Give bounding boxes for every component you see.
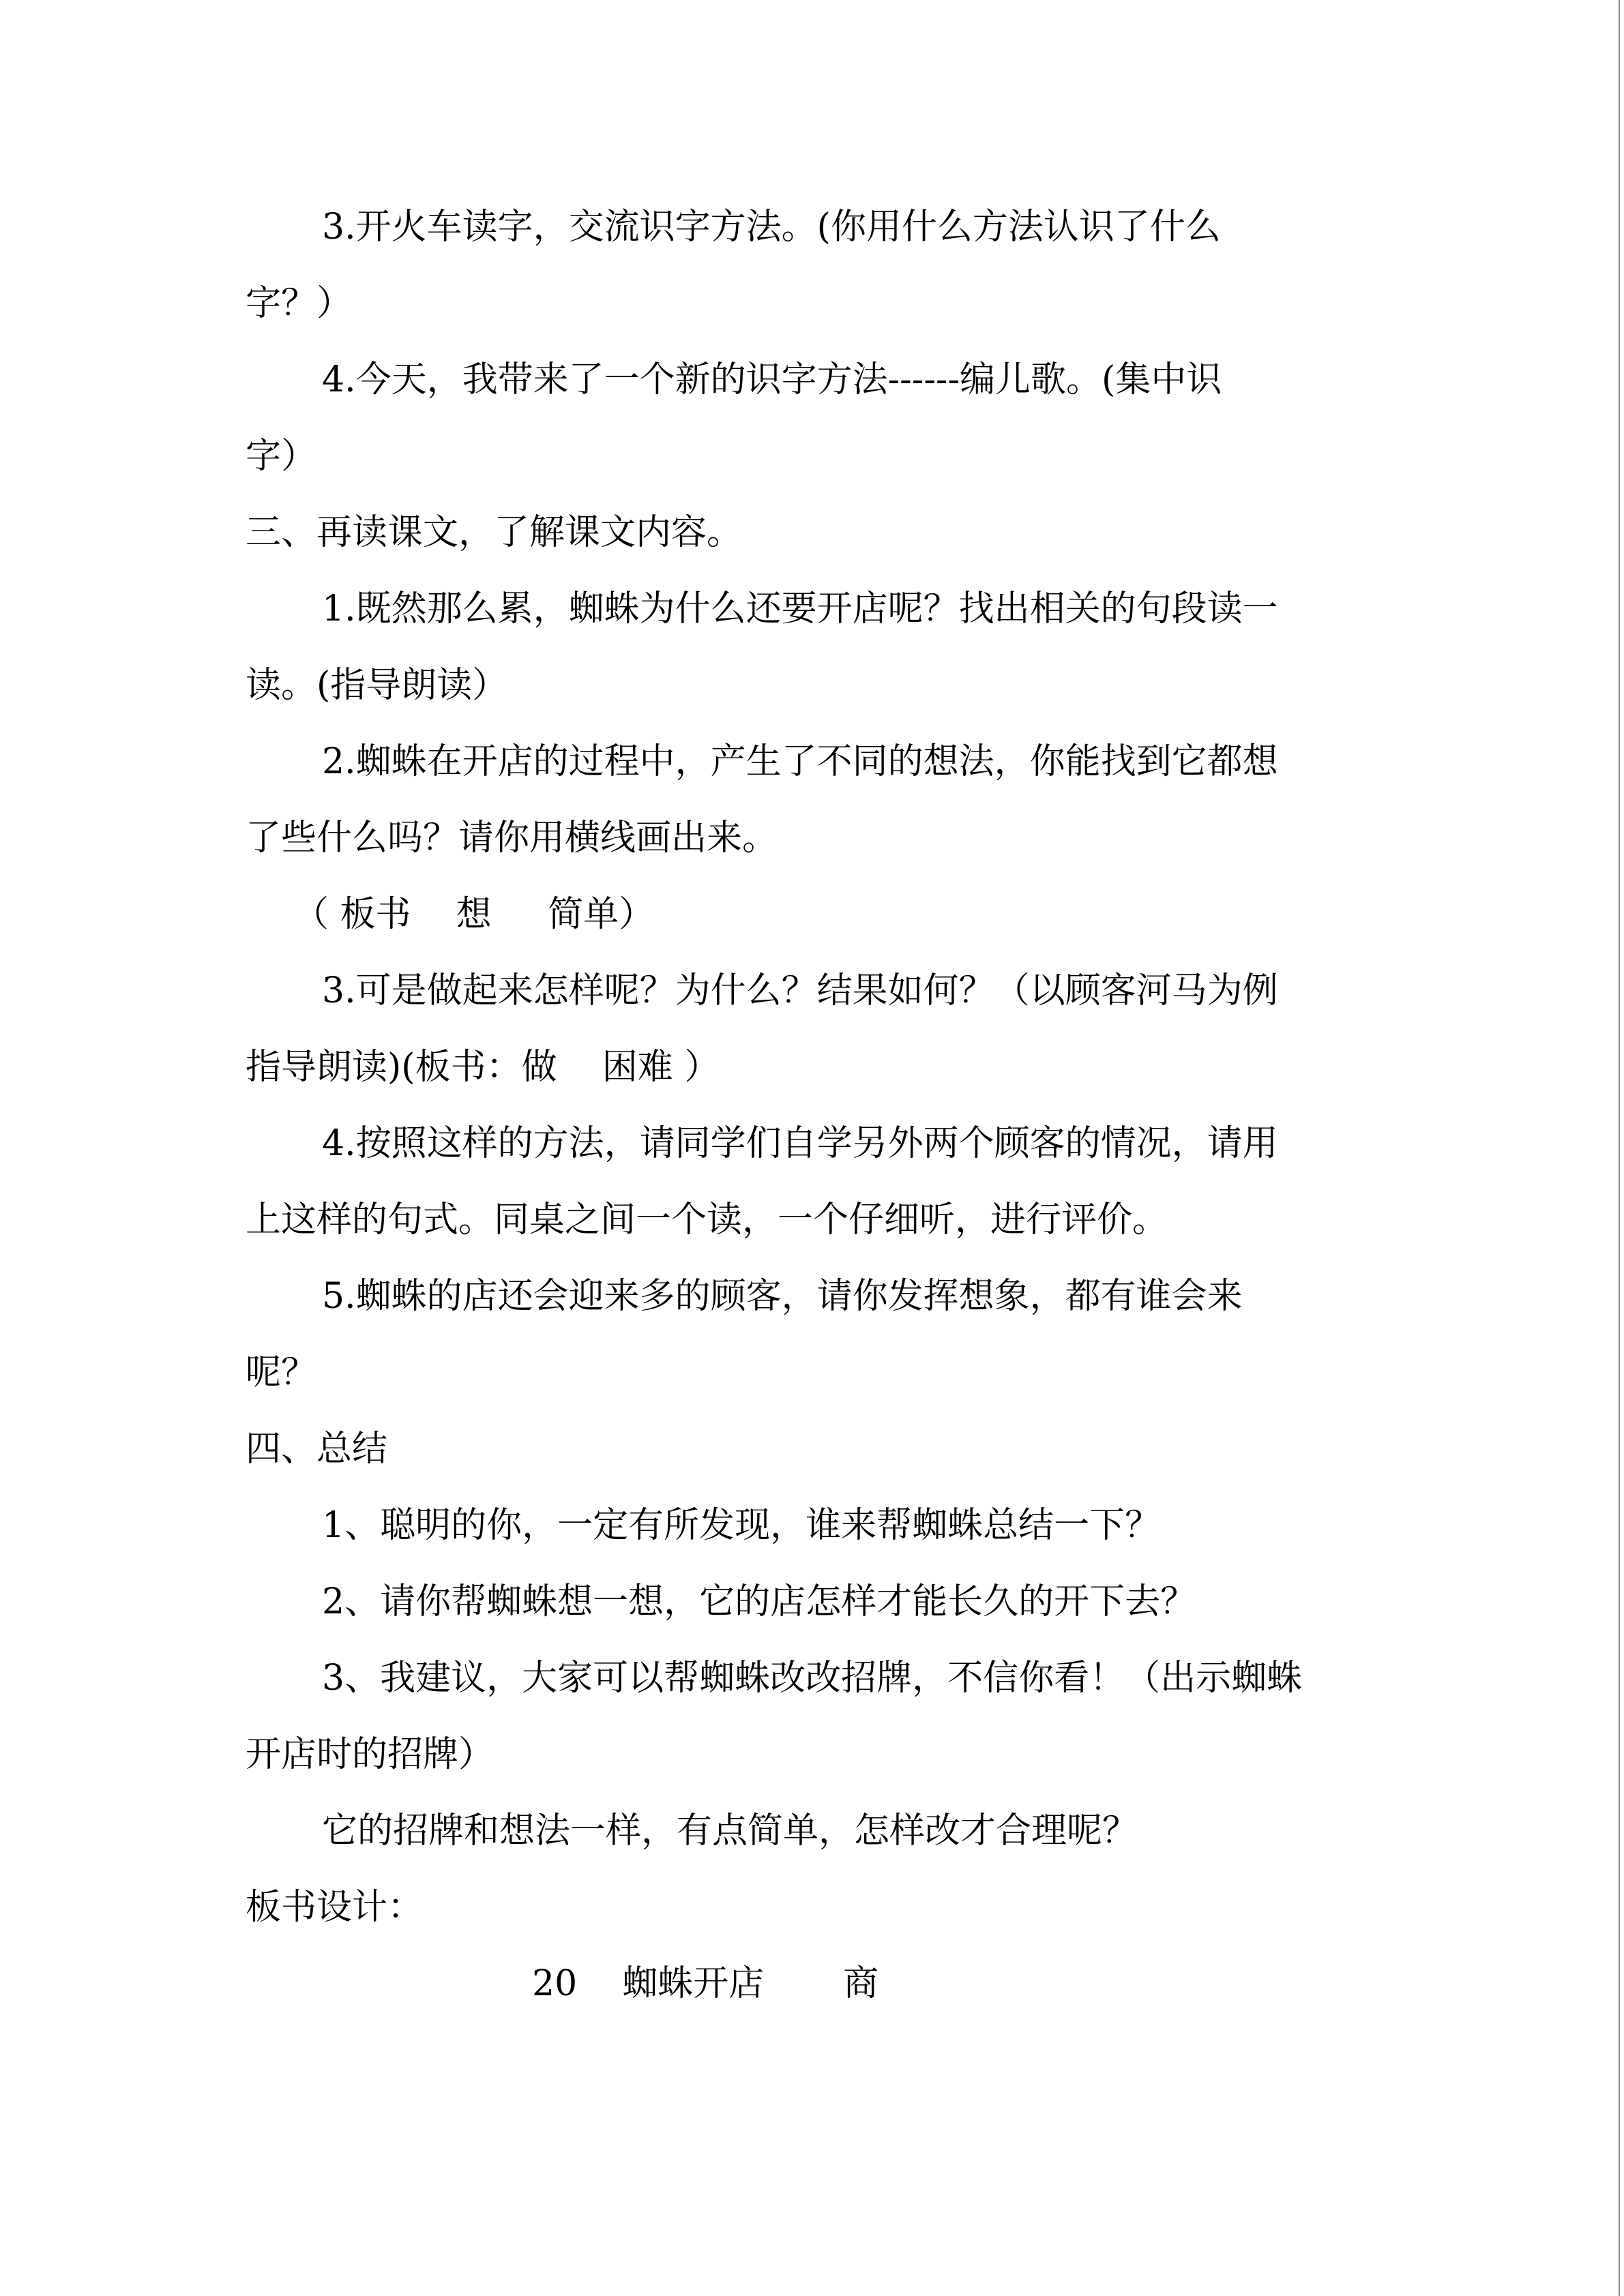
paragraph-line-11: 3.可是做起来怎样呢？为什么？结果如何？（以顾客河马为例 [322,970,1278,1011]
paragraph-line-9: 了些什么吗？请你用横线画出来。 [246,818,778,859]
paragraph-line-3: 4.今天，我带来了一个新的识字方法------编儿歌。(集中识 [322,359,1222,400]
paragraph-line-8: 2.蜘蛛在开店的过程中，产生了不同的想法，你能找到它都想 [322,741,1278,782]
board-design-heading: 板书设计： [246,1887,424,1928]
paragraph-line-1: 3.开火车读字，交流识字方法。(你用什么方法认识了什么 [322,207,1221,248]
paragraph-line-12: 指导朗读)(板书：做 困难 ） [246,1047,720,1088]
paragraph-line-15: 5.蜘蛛的店还会迎来多的顾客，请你发挥想象，都有谁会来 [322,1276,1243,1317]
board-note-line: （ 板书 想 简单） [293,894,655,935]
board-design-title: 20 蜘蛛开店 商 [532,1963,879,2004]
paragraph-line-20: 3、我建议，大家可以帮蜘蛛改改招牌，不信你看！（出示蜘蛛 [322,1658,1303,1699]
section-heading-3: 三、再读课文，了解课文内容。 [246,512,743,553]
paragraph-line-6: 1.既然那么累，蜘蛛为什么还要开店呢？找出相关的句段读一 [322,588,1278,629]
paragraph-line-7: 读。(指导朗读） [246,665,508,706]
paragraph-line-13: 4.按照这样的方法，请同学们自学另外两个顾客的情况，请用 [322,1123,1278,1164]
paragraph-line-4: 字） [246,436,317,477]
section-heading-4: 四、总结 [246,1429,388,1470]
paragraph-line-21: 开店时的招牌） [246,1734,494,1775]
paragraph-line-2: 字？） [246,283,353,324]
paragraph-line-22: 它的招牌和想法一样，有点简单，怎样改才合理呢？ [322,1810,1138,1851]
paragraph-line-14: 上这样的句式。同桌之间一个读，一个仔细听，进行评价。 [246,1199,1168,1240]
paragraph-line-16: 呢？ [246,1352,317,1393]
paragraph-line-18: 1、聪明的你，一定有所发现，谁来帮蜘蛛总结一下？ [322,1505,1161,1546]
paragraph-line-19: 2、请你帮蜘蛛想一想，它的店怎样才能长久的开下去？ [322,1581,1196,1622]
